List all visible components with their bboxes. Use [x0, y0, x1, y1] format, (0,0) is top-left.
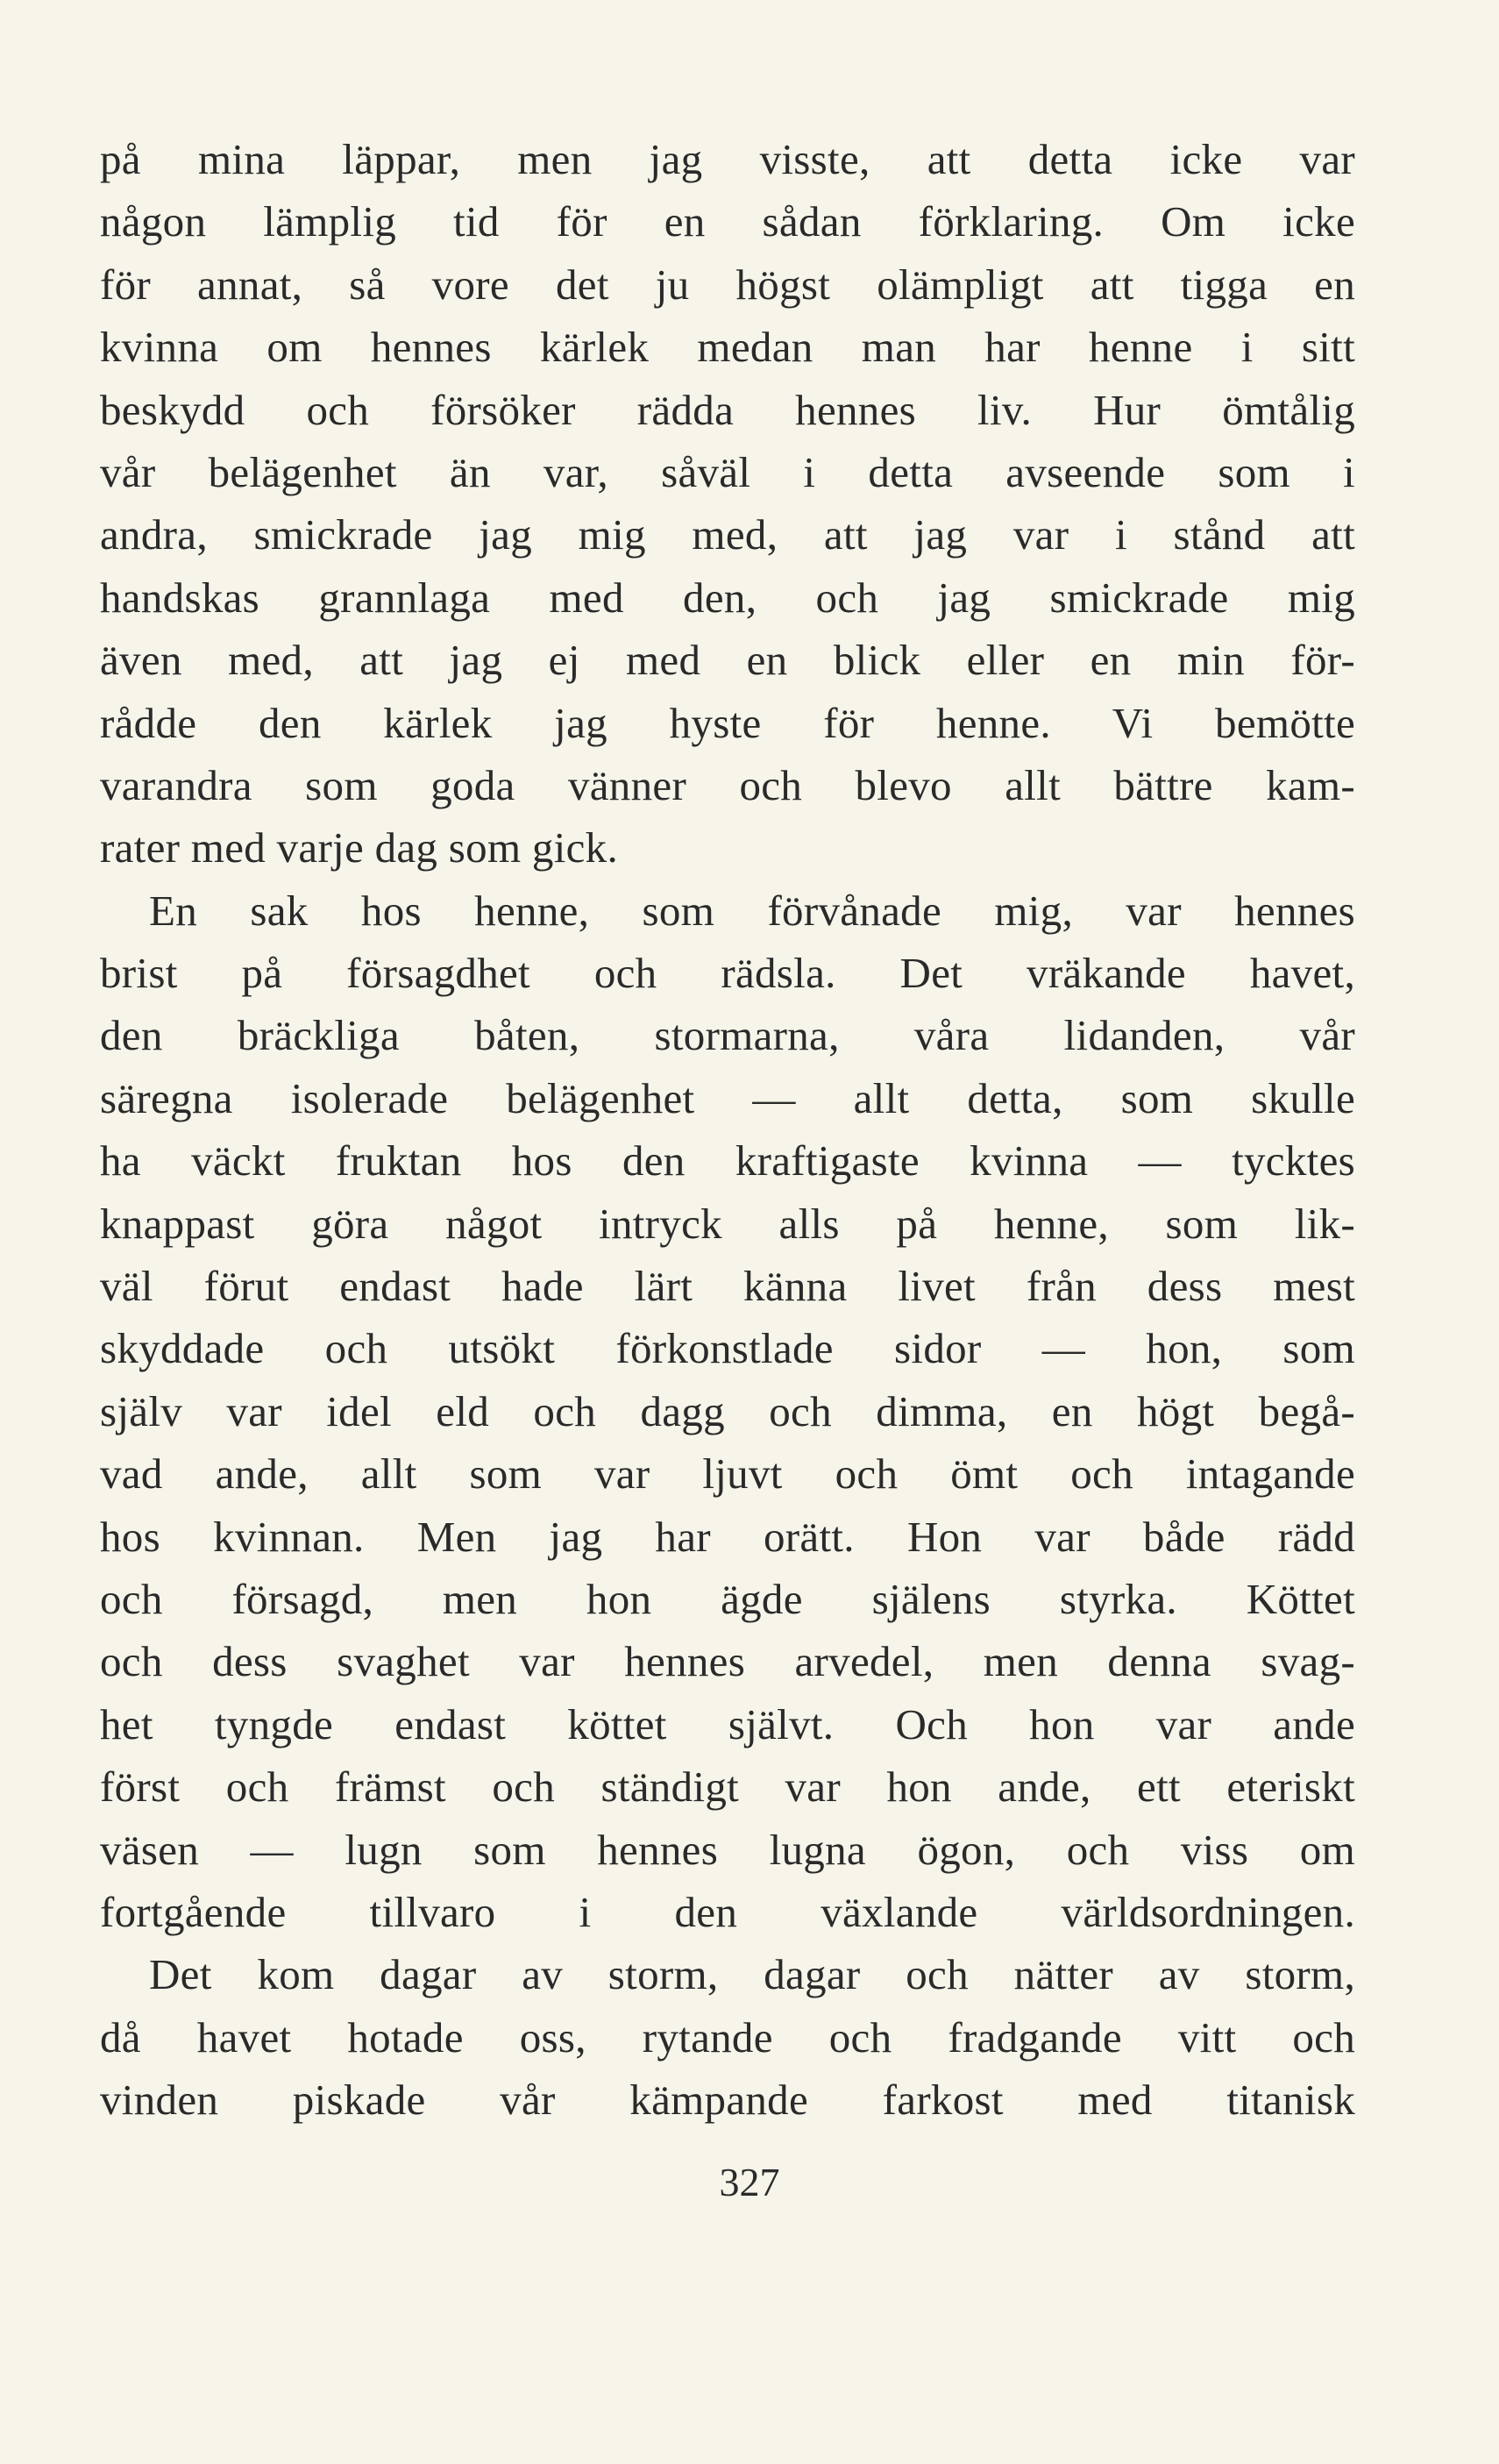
- text-line: vad ande, allt som var ljuvt och ömt och intagande: [100, 1449, 1355, 1499]
- text-line: beskydd och försöker rädda hennes liv. Hur ömtålig: [100, 385, 1355, 434]
- page-number: 327: [719, 2160, 780, 2204]
- text-line: En sak hos henne, som förvånade mig, var hennes: [149, 886, 1355, 935]
- text-line: andra, smickrade jag mig med, att jag var i stånd att: [100, 510, 1355, 559]
- text-line: ha väckt fruktan hos den kraftigaste kvinna — tycktes: [100, 1136, 1355, 1186]
- text-line: väsen — lugn som hennes lugna ögon, och viss om: [100, 1825, 1355, 1874]
- text-line: rådde den kärlek jag hyste för henne. Vi bemötte: [100, 698, 1355, 747]
- text-line: varandra som goda vänner och blevo allt bättre kam-: [100, 760, 1355, 809]
- text-line: het tyngde endast köttet självt. Och hon var ande: [100, 1699, 1355, 1748]
- text-line: vinden piskade vår kämpande farkost med titanisk: [100, 2076, 1355, 2125]
- text-line: själv var idel eld och dagg och dimma, en högt begå-: [100, 1386, 1355, 1435]
- text-line: och dess svaghet var hennes arvedel, men denna svag-: [100, 1637, 1355, 1686]
- text-line: den bräckliga båten, stormarna, våra lidanden, vår: [100, 1011, 1355, 1060]
- text-line: rater med varje dag som gick.: [100, 823, 619, 872]
- text-line: vår belägenhet än var, såväl i detta avseende som i: [100, 447, 1355, 496]
- text-line: och försagd, men hon ägde själens styrka. Köttet: [100, 1574, 1355, 1623]
- text-line: skyddade och utsökt förkonstlade sidor — hon, som: [100, 1324, 1355, 1373]
- text-line: Det kom dagar av storm, dagar och nätter av storm,: [149, 1950, 1355, 1999]
- text-line: någon lämplig tid för en sådan förklaring. Om icke: [100, 197, 1355, 246]
- text-line: kvinna om hennes kärlek medan man har henne i sitt: [100, 323, 1355, 372]
- text-line: då havet hotade oss, rytande och fradgande vitt och: [100, 2012, 1355, 2062]
- text-line: hos kvinnan. Men jag har orätt. Hon var både rädd: [100, 1512, 1355, 1561]
- text-line: väl förut endast hade lärt känna livet från dess mest: [100, 1262, 1355, 1311]
- text-line: även med, att jag ej med en blick eller en min för-: [100, 636, 1355, 685]
- body-text: [100, 128, 1355, 2132]
- text-line: brist på försagdhet och rädsla. Det vräkande havet,: [100, 949, 1355, 998]
- text-line: knappast göra något intryck alls på henne, som lik-: [100, 1199, 1355, 1248]
- text-line: fortgående tillvaro i den växlande världsordningen.: [100, 1887, 1355, 1936]
- text-line: först och främst och ständigt var hon ande, ett eteriskt: [100, 1763, 1355, 1812]
- text-line: för annat, så vore det ju högst olämpligt att tigga en: [100, 260, 1355, 309]
- text-line: på mina läppar, men jag visste, att detta icke var: [100, 135, 1355, 183]
- text-line: handskas grannlaga med den, och jag smickrade mig: [100, 573, 1355, 622]
- text-line: säregna isolerade belägenhet — allt detta, som skulle: [100, 1073, 1355, 1122]
